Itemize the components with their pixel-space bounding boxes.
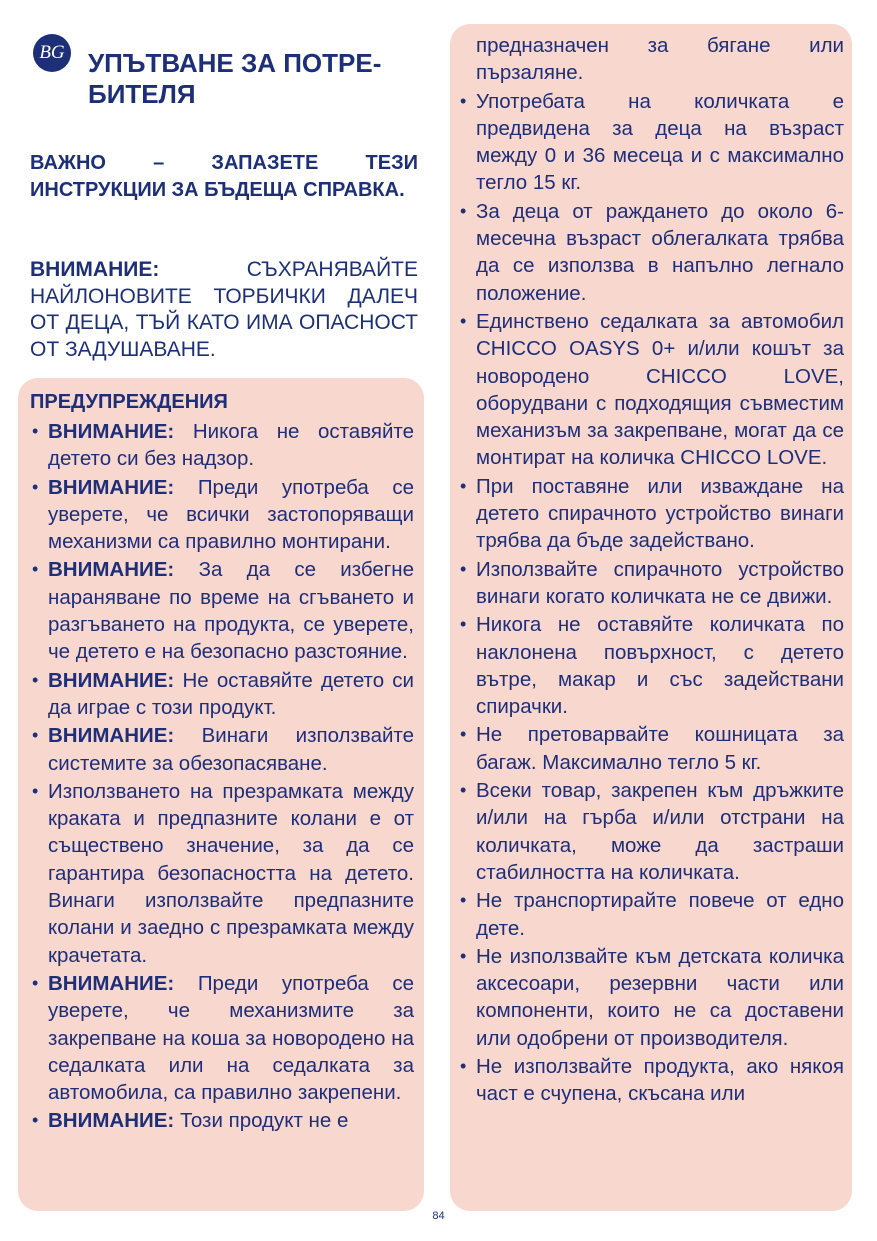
list-item: • Никога не оставяйте количката по наклонена повърхност, с детето вътре, макар и със задействани спирачки.: [454, 611, 844, 720]
important-notice: ВАЖНО – ЗАПАЗЕТЕ ТЕЗИ ИНСТРУКЦИИ ЗА БЪДЕЩА СПРАВКА.: [30, 152, 418, 201]
warnings-list: [26, 418, 414, 1135]
page-number: 84: [432, 1210, 445, 1222]
list-item: • ВНИМАНИЕ: Преди употреба се уверете, че механизмите за закрепване на коша за новородено на седалката или на седалката за автомобила, са правилно закрепени.: [26, 970, 414, 1106]
list-item: • Всеки товар, закрепен към дръжките и/или на гърба и/или отстрани на количката, може да застраши стабилността на количката.: [454, 777, 844, 886]
list-item: • Употребата на количката е предвидена за деца на възраст между 0 и 36 месеца и с максимално тегло 15 кг.: [454, 88, 844, 197]
list-item: • За деца от раждането до около 6-месечна възраст облегалката трябва да се използва в напълно легнало положение.: [454, 198, 844, 307]
list-item: • ВНИМАНИЕ: Преди употреба се уверете, че всички застопоряващи механизми са правилно монтирани.: [26, 474, 414, 556]
warnings-box: [18, 378, 424, 1211]
list-item: • Не използвайте към детската количка аксесоари, резервни части или компоненти, които не са доставени или одобрени от производителя.: [454, 943, 844, 1052]
list-item: • Не претоварвайте кошницата за багаж. Максимално тегло 5 кг.: [454, 721, 844, 776]
language-badge: BG: [33, 34, 71, 72]
list-item: • Не транспортирайте повече от едно дете.: [454, 887, 844, 942]
continuation-text: предназначен за бягане или пързаляне.: [476, 34, 844, 85]
list-item: • Единствено седалката за автомобил CHICCO OASYS 0+ и/или кошът за новородено CHICCO LOVE, оборудвани с подходящия съвместим механизъм за закрепване, могат да се монтират на количка CHICCO LOVE.: [454, 308, 844, 472]
page-title: УПЪТВАНЕ ЗА ПОТРЕ-БИТЕЛЯ: [88, 48, 382, 109]
warnings-heading: ПРЕДУПРЕЖДЕНИЯ: [30, 391, 228, 413]
list-item: • Използвайте спирачното устройство винаги когато количката не се движи.: [454, 556, 844, 611]
list-item: • ВНИМАНИЕ: За да се избегне нараняване по време на сгъването и разгъването на продукта, се уверете, че детето е на безопасно разстояние.: [26, 556, 414, 665]
attention-text: СЪХРАНЯВАЙТЕ НАЙЛОНОВИТЕ ТОРБИЧКИ ДАЛЕЧ ОТ ДЕЦА, ТЪЙ КАТО ИМА ОПАСНОСТ ОТ ЗАДУШАВАНЕ.: [30, 258, 418, 361]
list-item: • Не използвайте продукта, ако някоя част е счупена, скъсана или: [454, 1053, 844, 1108]
attention-notice: [30, 257, 418, 363]
list-item: • ВНИМАНИЕ: Този продукт не е: [26, 1107, 414, 1134]
list-item: • ВНИМАНИЕ: Не оставяйте детето си да играе с този продукт.: [26, 667, 414, 722]
attention-label: ВНИМАНИЕ:: [30, 258, 160, 281]
warnings-continued-box: [450, 24, 852, 1211]
list-item: • Използването на презрамката между краката и предпазните колани е от съществено значение, за да се гарантира безопасността на детето. Винаги използвайте предпазните колани и заедно с презрамката между крачетата.: [26, 778, 414, 969]
list-item: • ВНИМАНИЕ: Винаги използвайте системите за обезопасяване.: [26, 722, 414, 777]
list-item: • ВНИМАНИЕ: Никога не оставяйте детето си без надзор.: [26, 418, 414, 473]
list-item: • При поставяне или изваждане на детето спирачното устройство винаги трябва да бъде задействано.: [454, 473, 844, 555]
warnings-continued-list: [454, 32, 844, 1108]
